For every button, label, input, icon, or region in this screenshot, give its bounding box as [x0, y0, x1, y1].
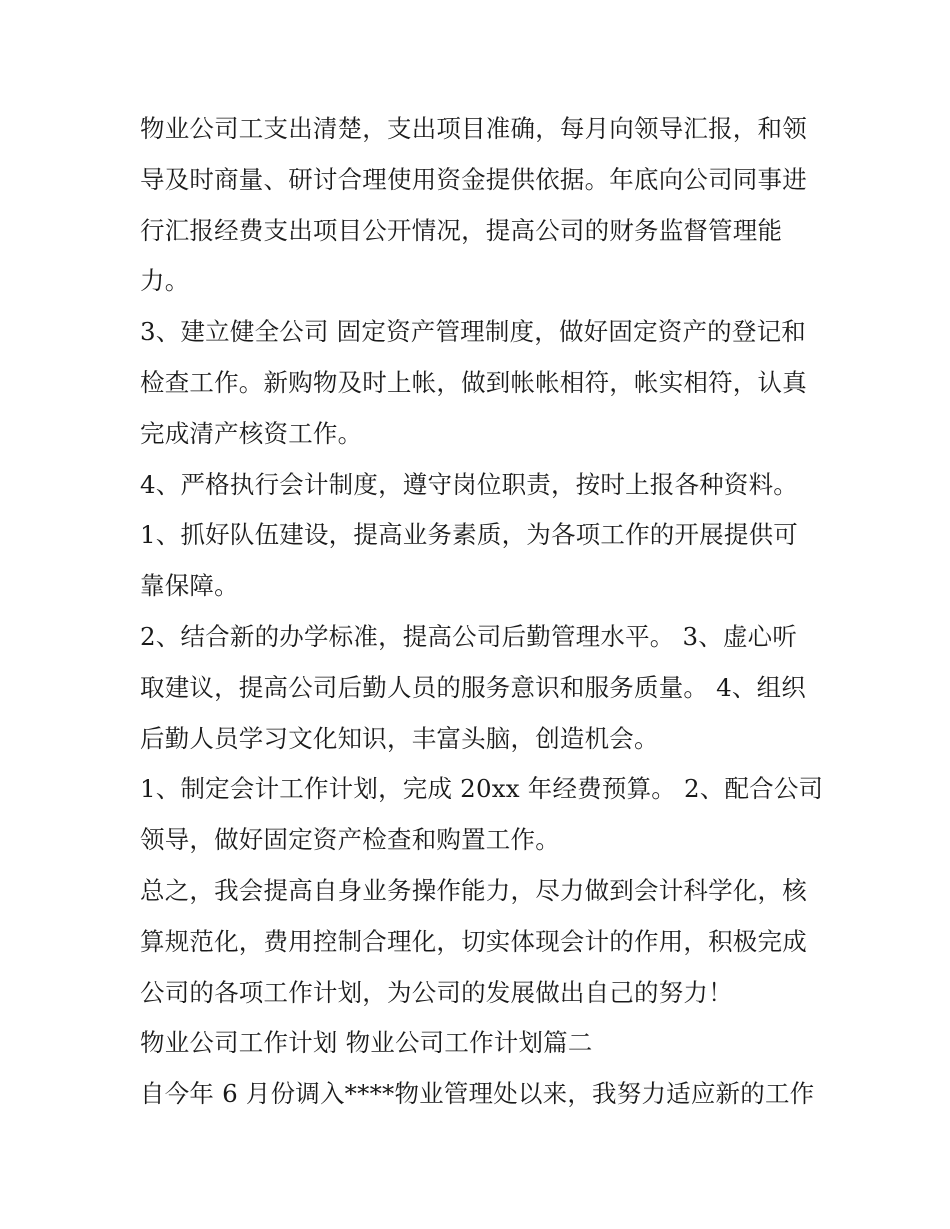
text-line: 靠保障。 — [140, 571, 239, 601]
text-line: 完成清产核资工作。 — [140, 418, 363, 448]
text-line: 导及时商量、研讨合理使用资金提供依据。年底向公司同事进 — [140, 164, 807, 194]
section-heading: 物业公司工作计划 物业公司工作计划篇二 — [140, 1028, 593, 1058]
text-line: 4、严格执行会计制度，遵守岗位职责，按时上报各种资料。 — [140, 469, 798, 499]
text-line: 后勤人员学习文化知识，丰富头脑，创造机会。 — [140, 723, 659, 753]
text-line: 公司的各项工作计划，为公司的发展做出自己的努力！ — [140, 977, 733, 1007]
text-line: 领导，做好固定资产检查和购置工作。 — [140, 825, 560, 855]
text-line: 3、建立健全公司 固定资产管理制度，做好固定资产的登记和 — [140, 317, 806, 347]
text-line: 取建议，提高公司后勤人员的服务意识和服务质量。 4、组织 — [140, 672, 806, 702]
text-line: 行汇报经费支出项目公开情况，提高公司的财务监督管理能 — [140, 215, 783, 245]
text-line: 1、制定会计工作计划，完成 20xx 年经费预算。 2、配合公司 — [140, 774, 824, 804]
text-line: 力。 — [140, 266, 190, 296]
text-line: 物业公司工支出清楚，支出项目准确，每月向领导汇报，和领 — [140, 114, 807, 143]
text-line: 2、结合新的办学标准，提高公司后勤管理水平。 3、虚心听 — [140, 621, 798, 651]
text-line: 检查工作。新购物及时上帐，做到帐帐相符，帐实相符，认真 — [140, 367, 807, 397]
text-line: 总之，我会提高自身业务操作能力，尽力做到会计科学化，核 — [140, 875, 807, 905]
text-line: 1、抓好队伍建设，提高业务素质，为各项工作的开展提供可 — [140, 520, 798, 550]
document-body — [140, 104, 840, 1120]
text-line: 自今年 6 月份调入****物业管理处以来，我努力适应新的工作 — [140, 1079, 815, 1109]
text-line: 算规范化，费用控制合理化，切实体现会计的作用，积极完成 — [140, 926, 807, 956]
